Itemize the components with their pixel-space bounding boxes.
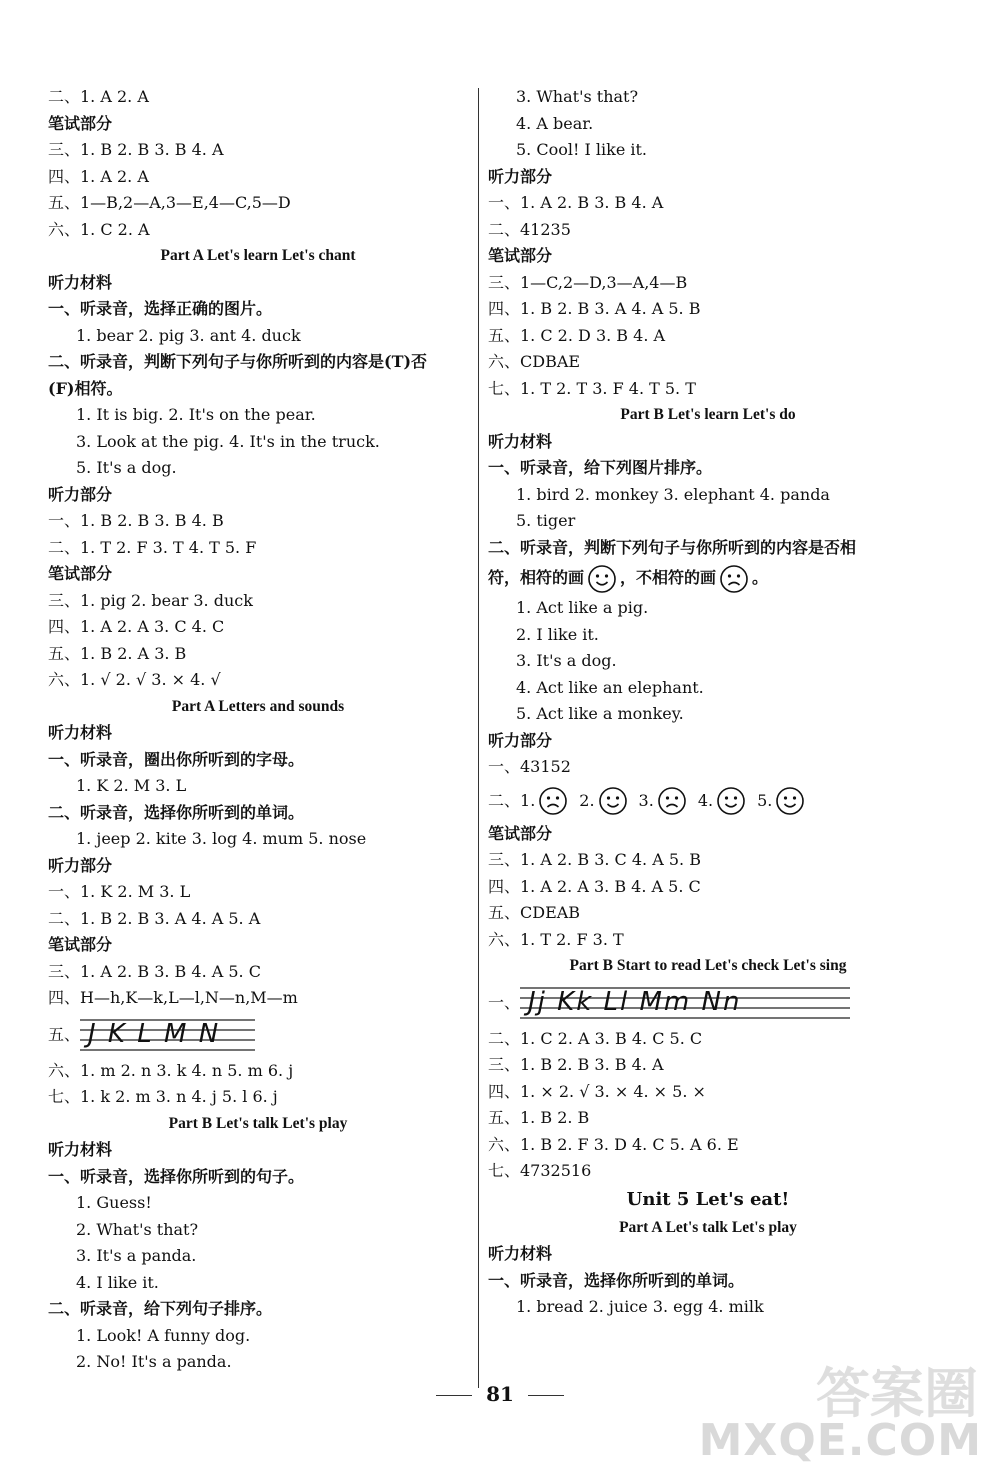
listening-material-line: 5. Act like a monkey. [516,704,684,723]
listening-material-line: 4. I like it. [76,1272,159,1292]
instruction-text: 。 [752,568,769,587]
listening-material-line: 1. It is big. 2. It's on the pear. [76,405,316,424]
answer-line: 五、1—B,2—A,3—E,4—C,5—D [48,193,291,212]
listening-material-line: 1. Guess! [76,1193,152,1212]
left-column [48,84,468,1376]
instruction-text: 符，相符的画 [488,568,585,587]
instruction-line: 一、听录音，选择你所听到的单词。 [488,1270,745,1290]
section-heading: 笔试部分 [488,823,553,843]
answer-number: 4. [697,790,714,810]
instruction-with-faces [488,561,928,595]
instruction-line: 二、听录音，判断下列句子与你所听到的内容是否相 [488,537,857,557]
answer-line: 四、1. × 2. √ 3. × 4. × 5. × [488,1081,706,1101]
instruction-line: (F)相符。 [48,378,123,398]
answer-number: 1. [520,790,536,810]
section-heading: 笔试部分 [48,564,113,583]
instruction-line: 一、听录音，选择正确的图片。 [48,299,273,318]
instruction-line: 一、听录音，圈出你所听到的字母。 [48,749,305,769]
listening-material-line: 3. What's that? [516,87,639,106]
page-number: 81 [486,1382,514,1406]
handwritten-letters: J K L M N [88,1019,221,1049]
answer-line: 五、1. B 2. B [488,1108,590,1127]
answer-line: 一、1. B 2. B 3. B 4. B [48,511,224,530]
handwriting-line [488,980,928,1026]
watermark-logo: 答案圈 [816,1362,978,1425]
section-heading: 听力材料 [488,431,553,451]
unit-heading: Unit 5 Let's eat! [626,1188,790,1210]
answer-line: 二、1. B 2. B 3. A 4. A 5. A [48,908,261,928]
instruction-line: 二、听录音，判断下列句子与你所听到的内容是(T)否 [48,352,428,371]
answer-line: 二、1. C 2. A 3. B 4. C 5. C [488,1028,703,1048]
smiley-face-icon [598,786,628,816]
answer-line: 六、1. T 2. F 3. T [488,929,624,949]
section-heading: 听力材料 [48,723,113,742]
part-heading: Part A Let's learn Let's chant [160,247,356,264]
section-heading: 笔试部分 [48,113,113,133]
sad-face-icon [657,786,687,816]
instruction-line: 二、听录音，给下列句子排序。 [48,1299,273,1318]
answer-line: 五、1. B 2. A 3. B [48,643,187,663]
section-heading: 听力材料 [48,1140,113,1159]
answer-line: 三、1. B 2. B 3. B 4. A [48,140,224,159]
sad-face-icon [538,786,568,816]
listening-material-line: 1. jeep 2. kite 3. log 4. mum 5. nose [76,829,367,848]
section-heading: 听力部分 [488,730,553,750]
listening-material-line: 5. It's a dog. [76,458,177,477]
section-heading: 笔试部分 [488,246,553,265]
listening-material-line: 2. What's that? [76,1219,199,1239]
footer-dash-left [436,1395,472,1396]
answer-line: 一、1. K 2. M 3. L [48,882,191,901]
listening-material-line: 1. bear 2. pig 3. ant 4. duck [76,325,301,345]
listening-material-line: 2. I like it. [516,624,599,644]
answer-line: 二、41235 [488,219,571,239]
listening-material-line: 1. bread 2. juice 3. egg 4. milk [516,1297,764,1316]
listening-material-line: 3. Look at the pig. 4. It's in the truck. [76,431,380,451]
answer-line: 四、1. A 2. A 3. C 4. C [48,617,225,636]
answer-number: 5. [757,790,773,810]
listening-material-line: 1. Look! A funny dog. [76,1325,251,1345]
section-heading: 听力部分 [48,484,113,504]
question-label: 一、 [488,992,521,1012]
answer-line: 六、1. √ 2. √ 3. × 4. √ [48,670,221,689]
smiley-face-icon [775,786,805,816]
listening-material-line: 2. No! It's a panda. [76,1352,232,1371]
handwritten-letters: Jj Kk Ll Mm Nn [528,987,742,1017]
watermark-text: MXQE.COM [698,1415,982,1466]
answer-line: 四、H—h,K—k,L—l,N—n,M—m [48,988,298,1007]
answer-line: 七、4732516 [488,1161,592,1180]
answer-line: 四、1. A 2. A [48,166,149,186]
answer-line: 三、1. B 2. B 3. B 4. A [488,1055,664,1074]
instruction-text: ，不相符的画 [620,568,717,587]
handwriting-box [520,982,850,1024]
sad-face-icon [719,564,749,594]
answer-line: 一、1. A 2. B 3. B 4. A [488,193,664,212]
answer-number: 2. [579,790,595,810]
answer-line: 三、1. A 2. B 3. C 4. A 5. B [488,850,701,869]
section-heading: 听力材料 [48,272,113,292]
answer-line: 六、CDBAE [488,352,581,371]
handwriting-box [80,1014,255,1056]
answer-line: 五、1. C 2. D 3. B 4. A [488,325,666,345]
part-heading: Part A Letters and sounds [171,697,345,715]
answer-line: 四、1. A 2. A 3. B 4. A 5. C [488,876,701,896]
answer-line: 六、1. m 2. n 3. k 4. n 5. m 6. j [48,1060,294,1080]
listening-material-line: 3. It's a dog. [516,651,617,670]
answer-line: 三、1—C,2—D,3—A,4—B [488,272,688,292]
answer-line: 六、1. B 2. F 3. D 4. C 5. A 6. E [488,1134,739,1154]
answer-faces-line [488,781,928,821]
answer-line: 一、43152 [488,757,571,776]
answer-line: 六、1. C 2. A [48,219,150,239]
answer-line: 三、1. pig 2. bear 3. duck [48,590,253,610]
answer-line: 二、1. T 2. F 3. T 4. T 5. F [48,537,257,557]
listening-material-line: 4. Act like an elephant. [516,677,704,697]
answer-line: 四、1. B 2. B 3. A 4. A 5. B [488,299,701,318]
instruction-line: 二、听录音，选择你所听到的单词。 [48,802,305,822]
section-heading: 听力材料 [488,1244,553,1263]
answer-line: 五、CDEAB [488,903,581,922]
listening-material-line: 1. K 2. M 3. L [76,776,187,795]
section-heading: 听力部分 [48,855,113,875]
question-label: 二、 [488,790,521,810]
part-heading: Part B Let's talk Let's play [168,1114,348,1132]
column-divider [478,88,479,1388]
handwriting-line [48,1012,468,1058]
smiley-face-icon [587,564,617,594]
part-heading: Part B Start to read Let's check Let's sing [569,957,847,974]
smiley-face-icon [716,786,746,816]
listening-material-line: 3. It's a panda. [76,1246,197,1265]
footer-dash-right [528,1395,564,1396]
answer-line: 三、1. A 2. B 3. B 4. A 5. C [48,961,261,981]
answer-line: 七、1. T 2. T 3. F 4. T 5. T [488,378,696,398]
question-label: 五、 [48,1024,81,1044]
answer-line: 二、1. A 2. A [48,87,149,106]
right-column [488,84,928,1321]
listening-material-line: 1. bird 2. monkey 3. elephant 4. panda [516,484,830,504]
part-heading: Part A Let's talk Let's play [619,1218,797,1236]
answer-line: 七、1. k 2. m 3. n 4. j 5. l 6. j [48,1087,278,1106]
section-heading: 笔试部分 [48,935,113,954]
listening-material-line: 1. Act like a pig. [516,598,649,617]
listening-material-line: 4. A bear. [516,113,594,133]
instruction-line: 一、听录音，给下列图片排序。 [488,458,713,477]
answer-number: 3. [638,790,654,810]
listening-material-line: 5. Cool! I like it. [516,140,648,159]
part-heading: Part B Let's learn Let's do [620,406,796,423]
section-heading: 听力部分 [488,166,553,186]
instruction-line: 一、听录音，选择你所听到的句子。 [48,1166,305,1186]
listening-material-line: 5. tiger [516,511,576,530]
